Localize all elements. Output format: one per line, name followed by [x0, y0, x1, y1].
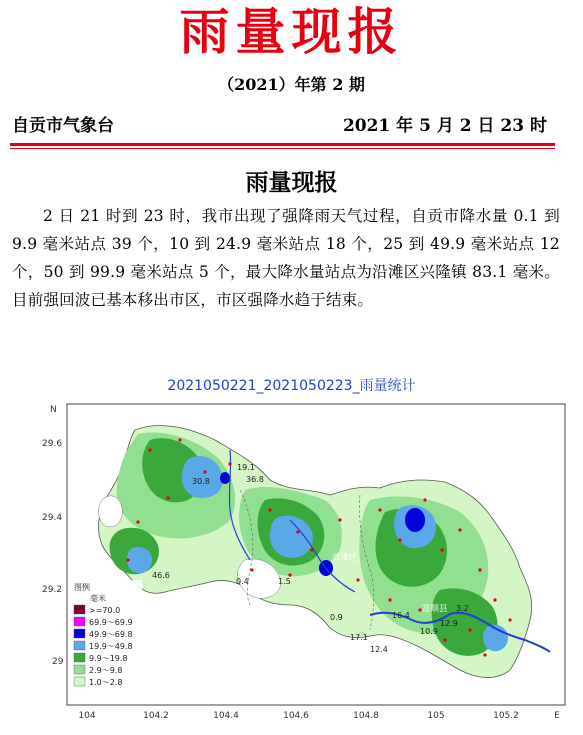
map-title: 2021050221_2021050223_雨量统计	[167, 378, 416, 394]
y-tick-label: 29.2	[42, 585, 63, 595]
legend-unit: 毫米	[90, 594, 106, 603]
rainfall-map-canvas	[40, 400, 570, 735]
header-divider	[10, 143, 555, 146]
x-tick-label: 104.4	[213, 711, 239, 721]
station-value: 0.4	[236, 577, 249, 586]
issue-datetime: 2021 年 5 月 2 日 23 时	[342, 116, 547, 136]
north-label: N	[50, 405, 57, 415]
map-legend	[70, 580, 142, 692]
masthead-title: 雨量现报	[179, 3, 404, 61]
issuing-organization: 自贡市气象台	[12, 116, 114, 136]
legend-swatch	[74, 641, 85, 650]
place-label-fushun: 富顺县	[422, 604, 448, 614]
legend-swatch	[74, 665, 85, 674]
station-value: 46.6	[152, 571, 170, 580]
station-value: 17.1	[350, 633, 368, 642]
legend-swatch	[74, 653, 85, 662]
legend-item-label: 49.9～69.8	[89, 630, 133, 639]
y-tick-label: 29.4	[42, 513, 63, 523]
y-axis	[42, 405, 64, 667]
zone-dry-west	[99, 496, 123, 527]
station-value: 12.4	[370, 645, 388, 654]
x-tick-label: 104.2	[143, 711, 169, 721]
article-body: 2 日 21 时到 23 时，我市出现了强降雨天气过程，自贡市降水量 0.1 到 9.9 毫米站点 39 个，10 到 24.9 毫米站点 18 个，25 到 49.9 毫米站点 12 个，50 到 99.9 毫米站点 5 个，最大降水量站点为沿滩区兴隆镇 83.1 毫米。目前强回波已基本移出市区，市区强降水趋于结束。	[12, 207, 560, 309]
east-label: E	[554, 711, 560, 721]
legend-item-label: >=70.0	[89, 606, 121, 615]
legend-item-label: 2.9～9.8	[89, 666, 123, 675]
header-divider-thin	[10, 148, 555, 149]
station-value: 0.9	[330, 613, 343, 622]
x-tick-label: 105.2	[493, 711, 519, 721]
zone-darkblue-east	[405, 508, 425, 532]
zone-blue-southwest	[127, 547, 152, 574]
station-value: 3.2	[456, 604, 469, 613]
legend-swatch	[74, 617, 85, 626]
issue-number: （2021）年第 2 期	[218, 75, 365, 94]
x-tick-label: 104	[78, 711, 96, 721]
y-tick-label: 29	[52, 657, 64, 667]
station-value: 12.9	[440, 619, 458, 628]
legend-item-label: 19.9～49.8	[89, 642, 133, 651]
place-label-yantan: 沿滩区	[332, 553, 358, 563]
legend-swatch	[74, 605, 85, 614]
legend-item-label: 69.9～69.9	[89, 618, 133, 627]
x-axis	[78, 711, 560, 721]
x-tick-label: 104.6	[283, 711, 309, 721]
y-tick-label: 29.6	[42, 439, 63, 449]
x-tick-label: 104.8	[353, 711, 379, 721]
legend-item-label: 9.9～19.8	[89, 654, 128, 663]
station-value: 19.1	[237, 463, 255, 472]
station-value: 36.8	[246, 475, 264, 484]
x-tick-label: 105	[427, 711, 445, 721]
station-value: 1.5	[278, 577, 291, 586]
legend-item-label: 1.0～2.8	[89, 678, 123, 687]
legend-swatch	[74, 677, 85, 686]
legend-swatch	[74, 629, 85, 638]
zone-darkblue-north	[220, 472, 230, 484]
station-value: 16.4	[392, 611, 410, 620]
rainfall-map	[40, 400, 570, 735]
station-value: 30.8	[192, 477, 210, 486]
legend-title: 图例	[74, 583, 90, 592]
article-headline: 雨量现报	[245, 170, 338, 196]
station-value: 10.9	[420, 627, 438, 636]
